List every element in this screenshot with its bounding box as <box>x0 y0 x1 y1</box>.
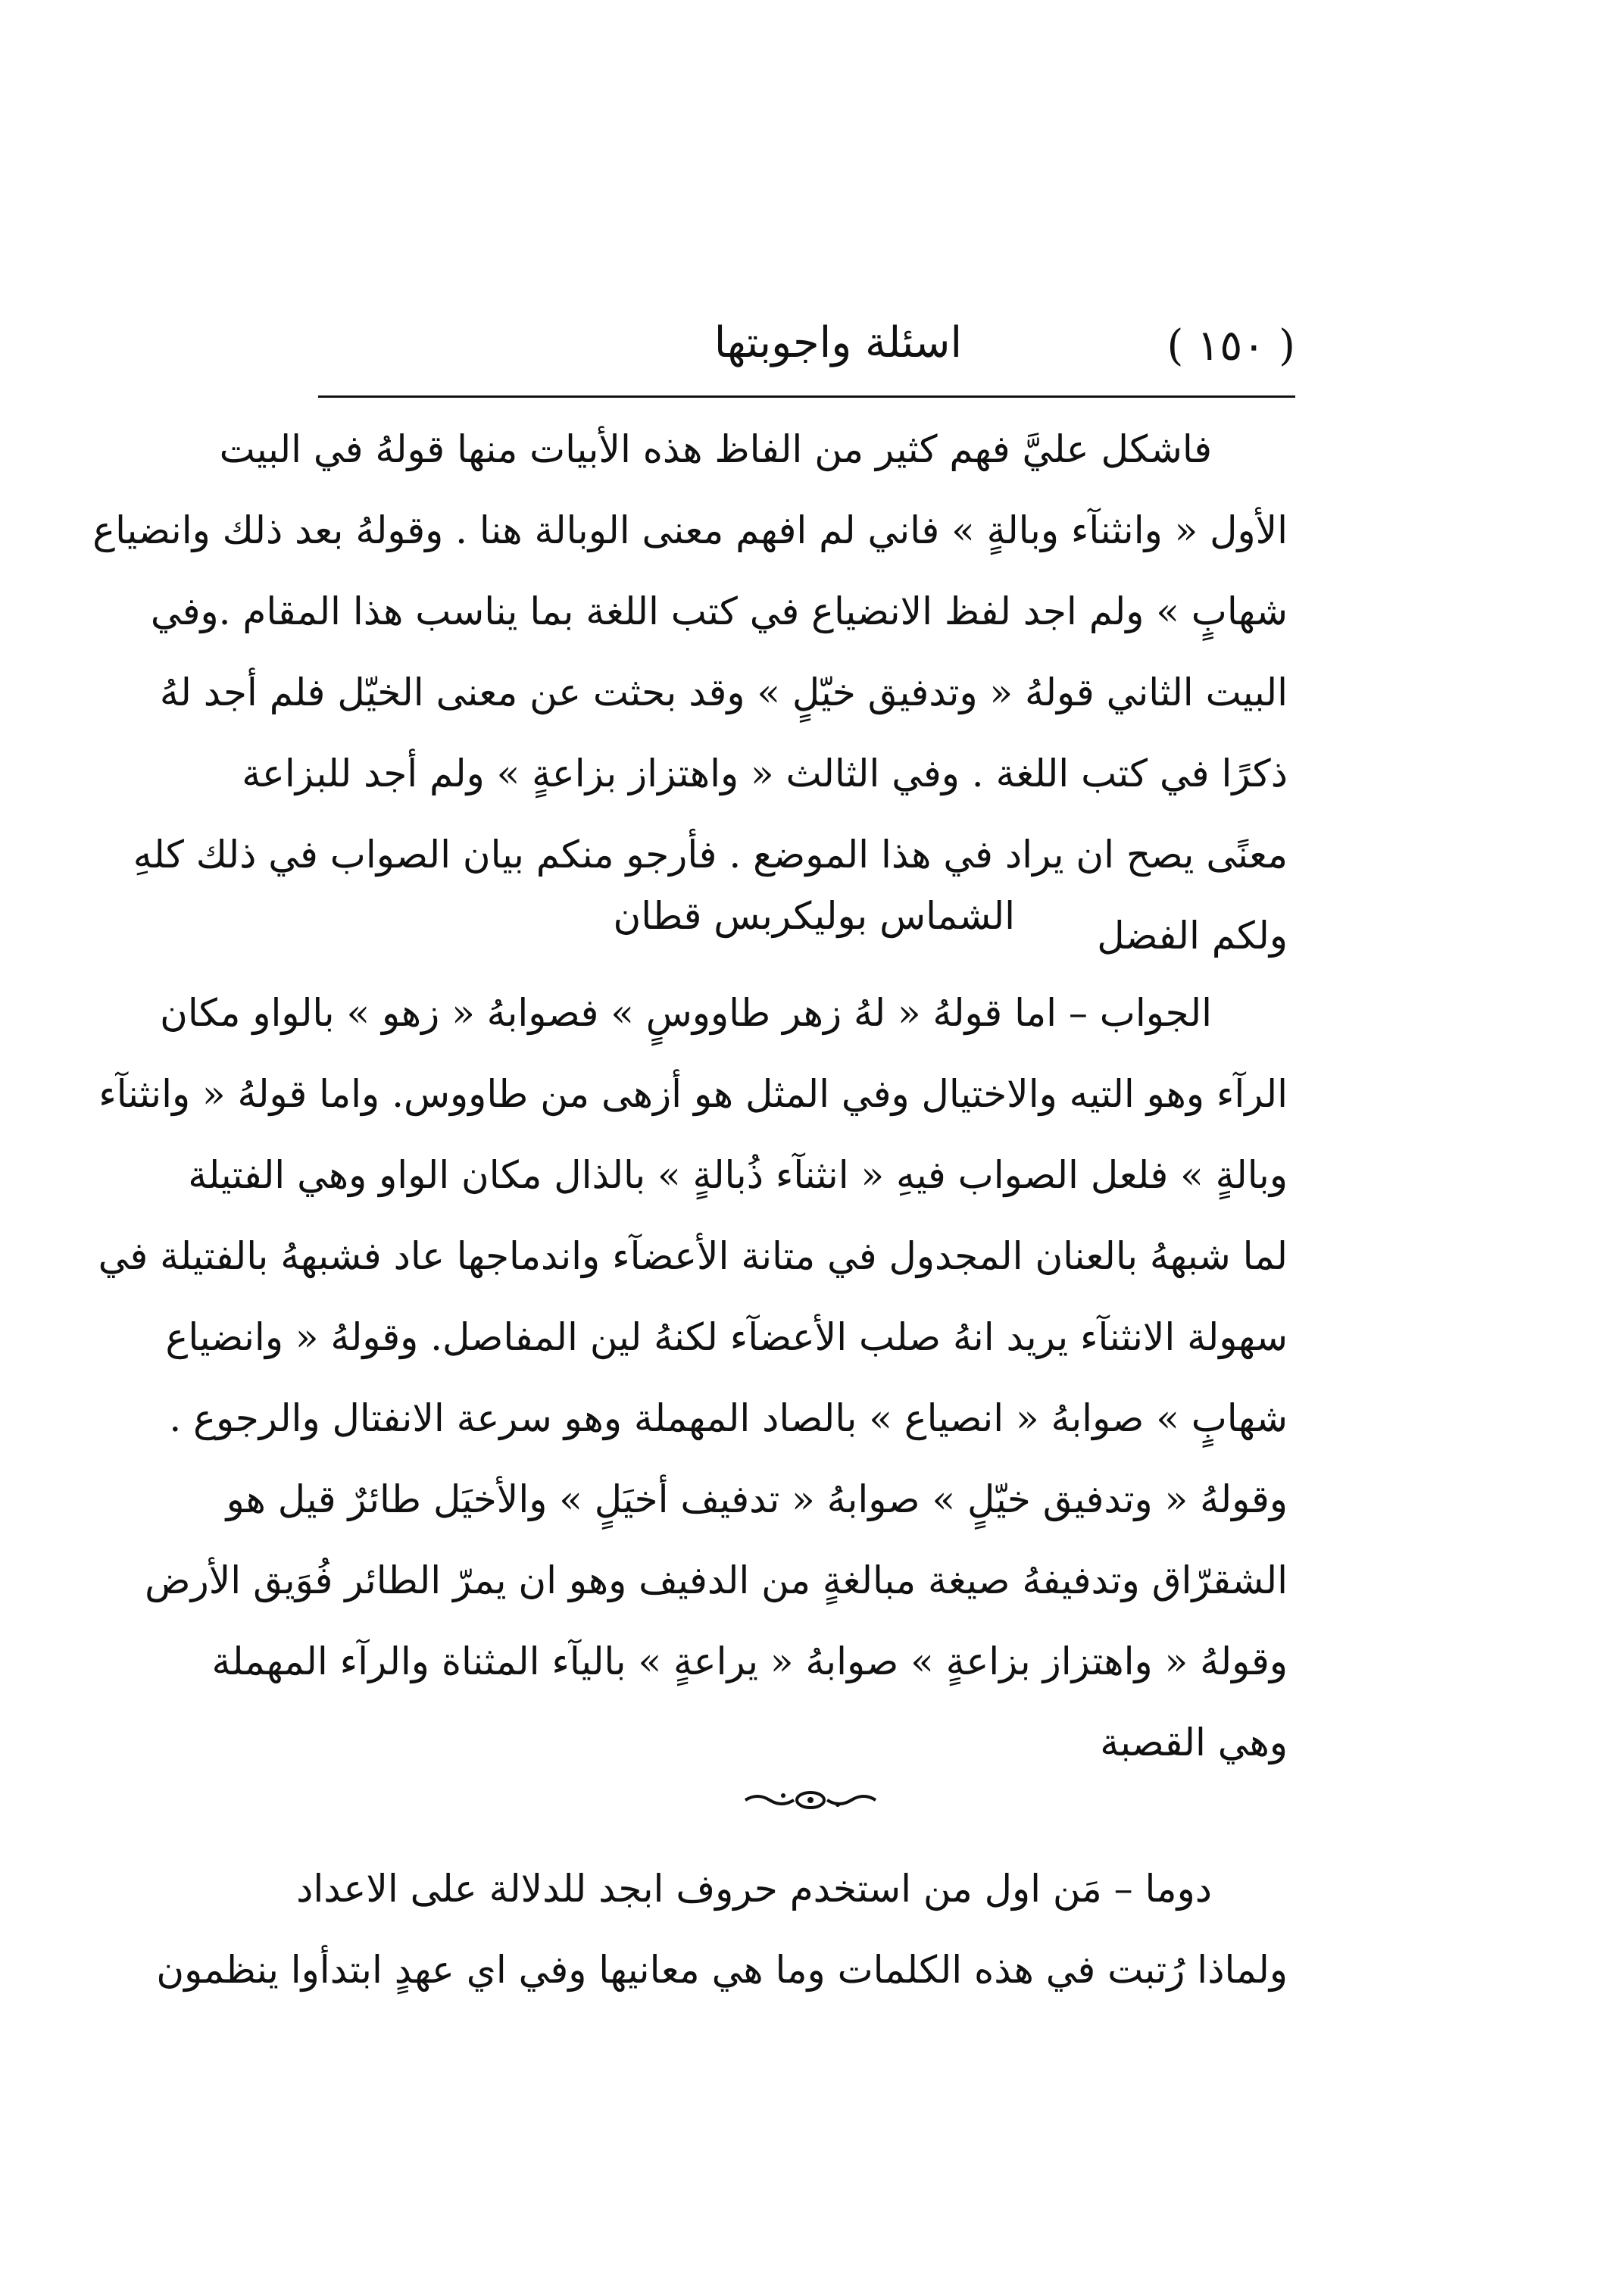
question-paragraph <box>92 409 1288 977</box>
text-line: الرآء وهو التيه والاختيال وفي المثل هو أزهى من طاووس. واما قولهُ « وانثنآء <box>98 1072 1288 1116</box>
text-line: فاشكل عليَّ فهم كثير من الفاظ هذه الأبيات منها قولهُ في البيت <box>219 427 1212 471</box>
header-rule <box>318 395 1295 398</box>
text-line: دوما – مَن اول من استخدم حروف ابجد للدلالة على الاعداد <box>296 1867 1212 1911</box>
answer-paragraph <box>98 973 1288 1783</box>
text-line: شهابٍ » ولم اجد لفظ الانضياع في كتب اللغة بما يناسب هذا المقام .وفي <box>150 589 1288 633</box>
page-header <box>318 303 1295 386</box>
text-line: وبالةٍ » فلعل الصواب فيهِ « انثنآء ذُبالةٍ » بالذال مكان الواو وهي الفتيلة <box>188 1153 1288 1197</box>
closing-text: ولكم الفضل <box>1097 914 1288 958</box>
text-line: الجواب – اما قولهُ « لهُ زهر طاووسٍ » فصوابهُ « زهو » بالواو مكان <box>160 991 1212 1035</box>
text-line: ذكرًا في كتب اللغة . وفي الثالث « واهتزاز بزاعةٍ » ولم أجد للبزاعة <box>242 752 1288 795</box>
signature-line <box>341 895 1288 977</box>
page-number: ( ١٥٠ ) <box>1166 321 1295 370</box>
text-line: لما شبههُ بالعنان المجدول في متانة الأعضآء واندماجها عاد فشبههُ بالفتيلة في <box>98 1234 1288 1278</box>
text-line: وقولهُ « واهتزاز بزاعةٍ » صوابهُ « يراعةٍ » باليآء المثناة والرآء المهملة <box>211 1639 1288 1683</box>
text-line: وقولهُ « وتدفيق خيّلٍ » صوابهُ « تدفيف أخيَلٍ » والأخيَل طائرٌ قيل هو <box>226 1477 1288 1521</box>
ornament-divider <box>742 1785 879 1815</box>
text-line: وهي القصبة <box>1100 1721 1288 1764</box>
text-line: البيت الثاني قولهُ « وتدفيق خيّلٍ » وقد بحثت عن معنى الخيّل فلم أجد لهُ <box>159 670 1288 714</box>
next-question-paragraph <box>156 1849 1288 2011</box>
signer-name: الشماس بوليكربس قطان <box>613 894 1015 938</box>
text-line: سهولة الانثنآء يريد انهُ صلب الأعضآء لكنهُ لين المفاصل. وقولهُ « وانضياع <box>165 1315 1288 1359</box>
running-title: اسئلة واجوبتها <box>714 318 962 367</box>
text-line: معنًى يصح ان يراد في هذا الموضع . فأرجو منكم بيان الصواب في ذلك كلهِ <box>133 833 1288 877</box>
text-line: شهابٍ » صوابهُ « انصياع » بالصاد المهملة وهو سرعة الانفتال والرجوع . <box>169 1396 1288 1440</box>
text-line: ولماذا رُتبت في هذه الكلمات وما هي معانيها وفي اي عهدٍ ابتدأوا ينظمون <box>156 1948 1288 1992</box>
text-line: الأول « وانثنآء وبالةٍ » فاني لم افهم معنى الوبالة هنا . وقولهُ بعد ذلك وانضياع <box>92 508 1288 552</box>
text-line: الشقرّاق وتدفيفهُ صيغة مبالغةٍ من الدفيف وهو ان يمرّ الطائر فُوَيق الأرض <box>145 1558 1288 1602</box>
